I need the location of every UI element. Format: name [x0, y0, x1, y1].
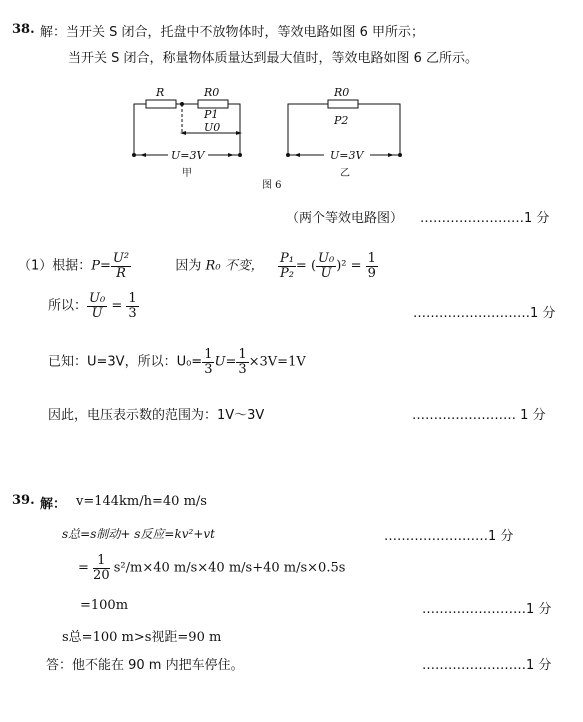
- frac-den: 9: [367, 265, 376, 281]
- equals-sign: =: [78, 560, 89, 576]
- score-dots-2: ………………………1 分: [413, 306, 556, 321]
- answer-line: 答：他不能在 90 m 内把车停住。: [46, 658, 244, 673]
- compare-line: s总=100 m>s视距=90 m: [62, 630, 222, 645]
- frac-num: 1: [238, 347, 247, 362]
- R0-const: R₀ 不变，: [205, 258, 264, 274]
- paren-right-sq: )² =: [336, 258, 362, 274]
- fraction-1-20: [93, 554, 110, 582]
- q39-number: 39.: [12, 493, 35, 508]
- because: 因为: [175, 258, 202, 274]
- q38-line2: 当开关 S 闭合，称量物体质量达到最大值时，等效电路如图 6 乙所示。: [68, 51, 479, 66]
- label-U-yi: U=3V: [330, 149, 364, 162]
- resistor-R: [146, 100, 176, 108]
- label-R0-yi: R0: [334, 86, 350, 99]
- fraction-1-3-b: [236, 348, 248, 376]
- two-circuits-note: （两个等效电路图）: [286, 211, 404, 226]
- label-U0: U0: [204, 121, 221, 134]
- frac-num: U₀: [89, 291, 106, 306]
- frac-num: 1: [93, 554, 110, 569]
- fraction-U0-U-2: [87, 292, 107, 320]
- fraction-U0-U: [316, 252, 336, 280]
- q38-line1: 解：当开关 S 闭合，托盘中不放物体时，等效电路如图 6 甲所示；: [40, 25, 425, 40]
- fraction-1-3: [126, 292, 138, 320]
- label-R: R: [156, 86, 165, 99]
- label-P2: P2: [334, 114, 349, 127]
- label-yi: 乙: [340, 168, 350, 179]
- resistor-R0-jia: [198, 100, 228, 108]
- frac-den: U: [320, 265, 332, 281]
- fraction-1-3-a: [202, 348, 214, 376]
- so-row: 所以： $\frac{\text{U₀}}{U}$ = $\frac{1}{3}$: [48, 291, 137, 321]
- q38-number: 38.: [12, 22, 35, 37]
- fraction-1-9: [366, 252, 378, 280]
- so-label: 所以：: [48, 298, 88, 314]
- resistor-R0-yi: [328, 100, 358, 108]
- frac-den: R: [116, 265, 126, 281]
- known-row: [48, 348, 306, 376]
- frac-den: U: [91, 305, 103, 321]
- formula-P: P=: [91, 258, 111, 274]
- frac-den: 3: [204, 361, 213, 377]
- frac-num: 1: [128, 291, 137, 306]
- score-dots-c: ……………………1 分: [422, 658, 552, 673]
- label-jia: 甲: [182, 168, 192, 179]
- label-P1: P1: [204, 108, 219, 121]
- known-mid: U=: [214, 354, 237, 370]
- frac-den: 3: [238, 361, 247, 377]
- score-dots-a: ……………………1 分: [384, 529, 514, 544]
- frac-num: 1: [204, 347, 213, 362]
- score-dots-3: …………………… 1 分: [412, 408, 546, 423]
- label-R0-jia: R0: [204, 86, 220, 99]
- velocity-line: v=144km/h=40 m/s: [76, 494, 207, 509]
- part1-formula-row: [18, 252, 378, 280]
- fraction-U2-R: [111, 252, 131, 280]
- score-dots-b: ……………………1 分: [422, 602, 552, 617]
- known-label: 已知：U=3V，所以：U₀=: [48, 354, 203, 370]
- frac-num: U₀: [318, 251, 335, 266]
- frac-num: U²: [112, 251, 130, 266]
- range-line: 因此，电压表示数的范围为：1V～3V: [48, 408, 265, 423]
- total-distance-formula: s总=s制动+ s反应=kv²+vt: [62, 527, 215, 541]
- eq-paren-left: = (: [295, 258, 317, 274]
- frac-num: P₁: [279, 251, 294, 266]
- calc-row: [78, 554, 345, 582]
- frac-den: 20: [93, 567, 110, 583]
- result-line: =100m: [80, 598, 129, 613]
- figure-caption: 图 6: [262, 180, 282, 191]
- q39-jie: 解：: [40, 497, 67, 512]
- known-end: ×3V=1V: [248, 354, 306, 370]
- frac-num: 1: [367, 251, 376, 266]
- frac-den: 3: [128, 305, 137, 321]
- fraction-P1-P2: [278, 252, 296, 280]
- part1-label: （1）根据：: [18, 258, 92, 274]
- calc-expression: s²/m×40 m/s×40 m/s+40 m/s×0.5s: [113, 560, 346, 576]
- label-U-jia: U=3V: [171, 149, 205, 162]
- score-dots-1: ……………………1 分: [420, 211, 550, 226]
- circuit-diagrams: [0, 0, 583, 200]
- frac-den: P₂: [279, 265, 294, 281]
